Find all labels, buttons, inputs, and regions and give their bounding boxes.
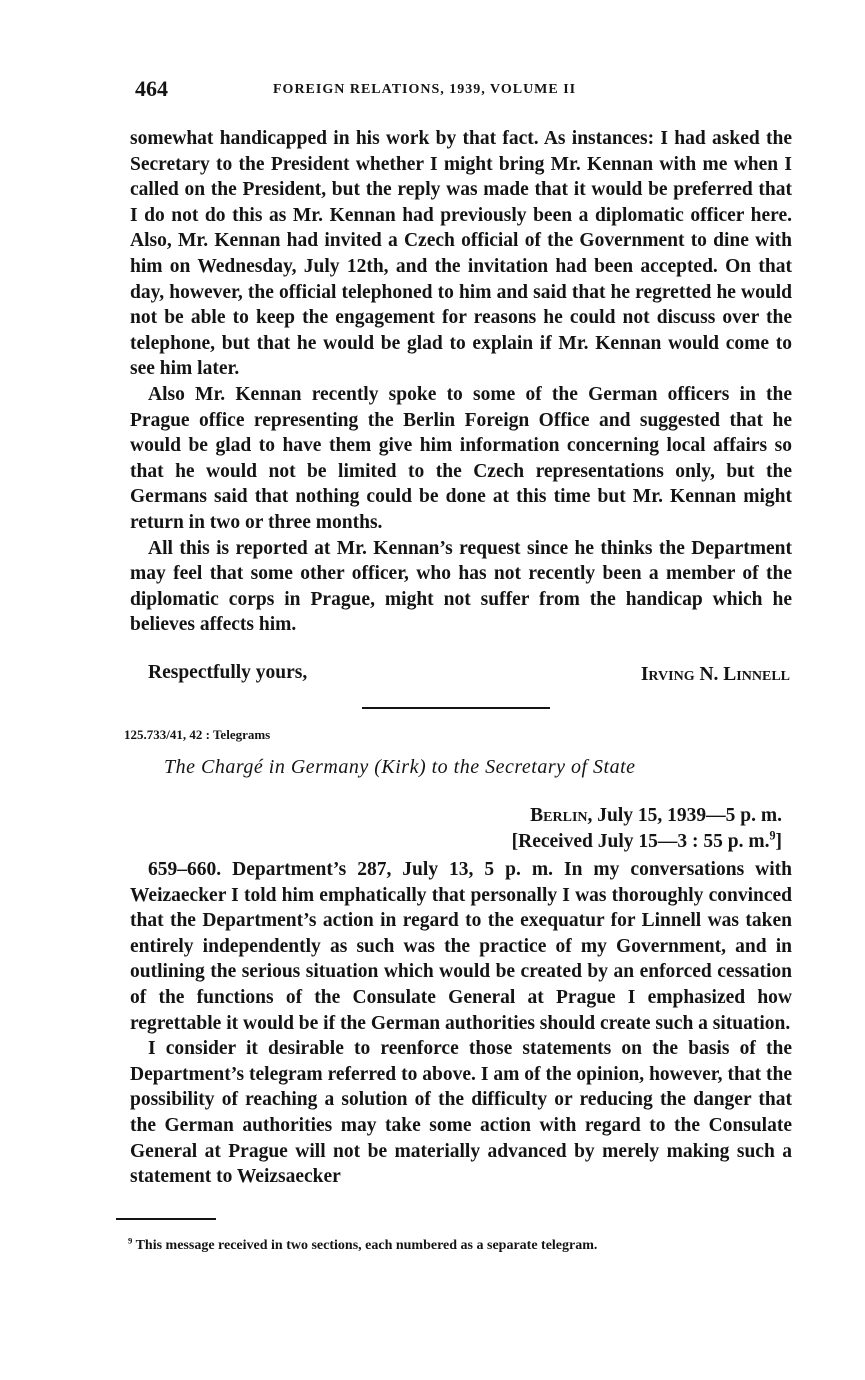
- body-paragraph: All this is reported at Mr. Kennan’s request since he thinks the Department may feel that some other officer, who has not recently been a member of the diplomatic corps in Prague, might not suffer from the handicap which he believes affects him.: [130, 537, 792, 636]
- footnote: [128, 1235, 598, 1254]
- previous-letter-body: [130, 126, 792, 638]
- place-name: Berlin: [530, 805, 588, 826]
- section-divider: [362, 707, 550, 709]
- sent-date: , July 15, 1939—5 p. m.: [587, 805, 782, 826]
- footnote-mark: 9: [128, 1235, 133, 1246]
- running-head: FOREIGN RELATIONS, 1939, VOLUME II: [273, 82, 577, 97]
- sent-line: [512, 803, 782, 829]
- body-paragraph: somewhat handicapped in his work by that fact. As instances: I had asked the Secretary to the President whether I might bring Mr. Kennan with me when I called on the President, but the reply was made that it would be preferred that I do not do this as Mr. Kennan had previously been a diplomatic officer here. Also, Mr. Kennan had invited a Czech official of the Government to dine with him on Wednesday, July 12th, and the invitation had been accepted. On that day, however, the official telephoned to him and said that he regretted he would not be able to keep the engagement for reasons he could not discuss over the telephone, but that he would be glad to explain if Mr. Kennan would come to see him later.: [130, 128, 792, 380]
- page-number: 464: [135, 76, 168, 101]
- complimentary-close: Respectfully yours,: [148, 662, 308, 683]
- received-line: [Received July 15—3 : 55 p. m.$^9$]: [511, 828, 782, 852]
- file-reference: 125.733/41, 42 : Telegrams: [124, 727, 271, 742]
- telegram-body: [130, 857, 792, 1190]
- document-title: The Chargé in Germany (Kirk) to the Secretary of State: [164, 756, 636, 778]
- body-paragraph: I consider it desirable to reenforce those statements on the basis of the Department’s telegram referred to above. I am of the opinion, however, that the possibility of reaching a solution of the difficulty or reducing the danger that the German authorities may take some action with regard to the Consulate General at Prague will not be materially advanced by merely making such a statement to Weizsaecker: [130, 1038, 792, 1188]
- footnote-reference: 9: [769, 828, 776, 843]
- received-date: [Received July 15—3 : 55 p. m.: [511, 831, 770, 852]
- footnote-divider: [116, 1218, 216, 1220]
- letter-closing: [148, 662, 790, 690]
- signature: Irving N. Linnell: [640, 664, 790, 685]
- dateline: [512, 803, 782, 855]
- body-paragraph: Also Mr. Kennan recently spoke to some of the German officers in the Prague office representing the Berlin Foreign Office and suggested that he would be glad to have them give him information concerning local affairs so that he would not be limited to the Czech representations only, but the Germans said that nothing could be done at this time but Mr. Kennan might return in two or three months.: [130, 383, 792, 533]
- body-paragraph: 659–660. Department’s 287, July 13, 5 p. m. In my conversations with Weizaecker I told him emphatically that personally I was thoroughly convinced that the Department’s action in regard to the exequatur for Linnell was taken entirely independently as such was the practice of my Government, and in outlining the serious situation which would be created by an enforced cessation of the functions of the Consulate General at Prague I emphasized how regrettable it would be if the German authorities should create such a situation.: [130, 859, 792, 1034]
- footnote-text: This message received in two sections, each numbered as a separate telegram.: [135, 1238, 598, 1253]
- page-header: [135, 76, 795, 106]
